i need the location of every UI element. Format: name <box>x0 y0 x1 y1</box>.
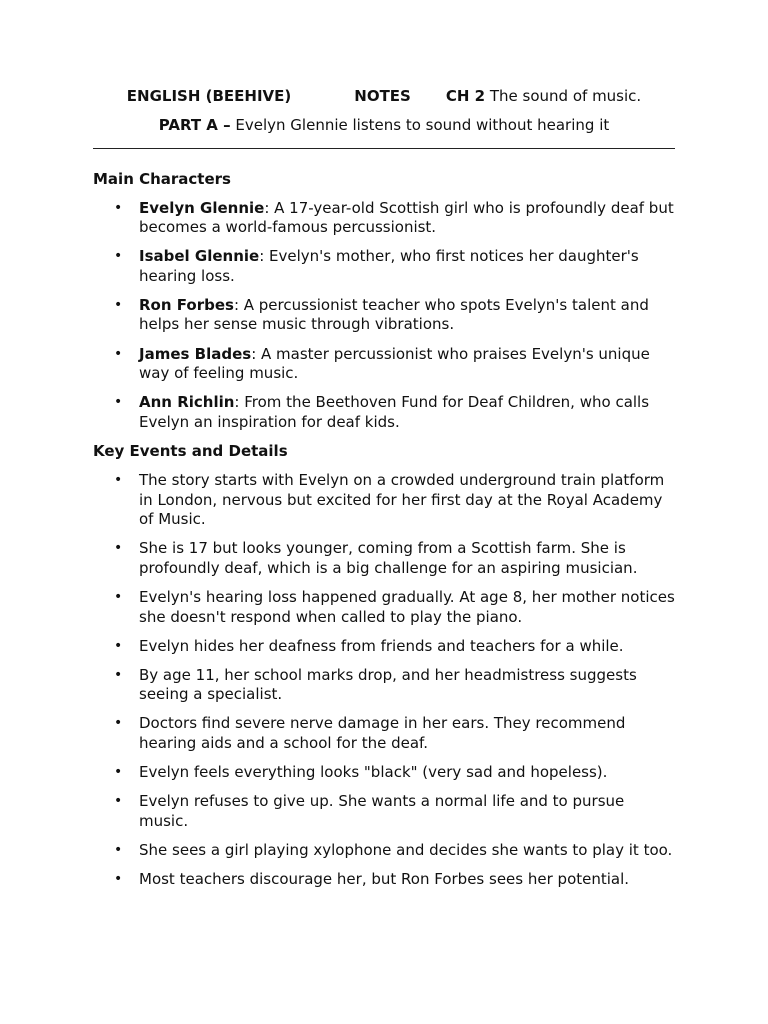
bullet-icon: • <box>114 296 123 313</box>
character-name: Ron Forbes <box>139 295 234 314</box>
document-page <box>93 86 675 890</box>
bullet-icon: • <box>114 870 123 887</box>
bullet-icon: • <box>114 588 123 605</box>
character-item <box>93 345 675 384</box>
characters-list <box>93 199 675 433</box>
character-name: James Blades <box>139 344 252 363</box>
event-item <box>93 870 675 890</box>
character-description: : A 17-year-old Scottish girl who is profoundly deaf but becomes a world-famous percussionist. <box>139 198 674 237</box>
header-divider <box>93 148 675 149</box>
notes-label: NOTES <box>354 87 411 105</box>
subject-label: ENGLISH (BEEHIVE) <box>126 87 292 105</box>
part-title: Evelyn Glennie listens to sound without hearing it <box>235 116 610 134</box>
event-text: The story starts with Evelyn on a crowded underground train platform in London, nervous but excited for her first day at the Royal Academy of Music. <box>139 470 665 529</box>
event-text: Evelyn feels everything looks "black" (very sad and hopeless). <box>139 763 608 782</box>
event-text: Most teachers discourage her, but Ron Forbes sees her potential. <box>139 869 630 888</box>
bullet-icon: • <box>114 793 123 810</box>
bullet-icon: • <box>114 199 123 216</box>
event-text: Evelyn refuses to give up. She wants a normal life and to pursue music. <box>139 792 625 830</box>
bullet-icon: • <box>114 248 123 265</box>
character-description: : Evelyn's mother, who first notices her daughter's hearing loss. <box>139 247 639 285</box>
events-list <box>93 471 675 890</box>
event-text: Evelyn's hearing loss happened gradually. At age 8, her mother notices she doesn't respond when called to play the piano. <box>139 587 675 626</box>
part-heading <box>93 115 675 135</box>
bullet-icon: • <box>114 394 123 411</box>
character-description: : A percussionist teacher who spots Evelyn's talent and helps her sense music through vibrations. <box>139 295 649 334</box>
character-name: Evelyn Glennie <box>139 198 265 217</box>
main-characters-heading: Main Characters <box>93 170 231 188</box>
character-name: Isabel Glennie <box>139 247 260 266</box>
bullet-icon: • <box>114 764 123 781</box>
event-item <box>93 841 675 861</box>
bullet-icon: • <box>114 471 123 488</box>
event-item <box>93 588 675 627</box>
document-header <box>93 86 675 106</box>
bullet-icon: • <box>114 345 123 362</box>
chapter-label: CH 2 <box>445 87 486 105</box>
bullet-icon: • <box>114 715 123 732</box>
chapter-title: The sound of music. <box>489 87 642 105</box>
character-item <box>93 199 675 238</box>
event-text: Doctors find severe nerve damage in her ears. They recommend hearing aids and a school for the deaf. <box>139 714 626 752</box>
event-text: She is 17 but looks younger, coming from a Scottish farm. She is profoundly deaf, which is a big challenge for an aspiring musician. <box>139 539 638 577</box>
event-item <box>93 471 675 530</box>
event-item <box>93 792 675 831</box>
character-item <box>93 247 675 286</box>
event-item <box>93 763 675 783</box>
character-item <box>93 393 675 432</box>
bullet-icon: • <box>114 540 123 557</box>
key-events-heading: Key Events and Details <box>93 442 288 461</box>
bullet-icon: • <box>114 637 123 654</box>
bullet-icon: • <box>114 666 123 683</box>
event-item <box>93 637 675 657</box>
event-text: By age 11, her school marks drop, and her headmistress suggests seeing a specialist. <box>139 665 637 704</box>
character-description: : From the Beethoven Fund for Deaf Children, who calls Evelyn an inspiration for deaf kids. <box>139 393 650 431</box>
event-item <box>93 714 675 753</box>
character-description: : A master percussionist who praises Evelyn's unique way of feeling music. <box>139 344 650 383</box>
event-item <box>93 666 675 705</box>
event-text: Evelyn hides her deafness from friends and teachers for a while. <box>139 636 624 655</box>
character-item <box>93 296 675 335</box>
bullet-icon: • <box>114 841 123 858</box>
part-label: PART A – <box>158 116 231 134</box>
character-name: Ann Richlin <box>139 393 235 412</box>
event-text: She sees a girl playing xylophone and decides she wants to play it too. <box>139 840 673 859</box>
event-item <box>93 539 675 578</box>
